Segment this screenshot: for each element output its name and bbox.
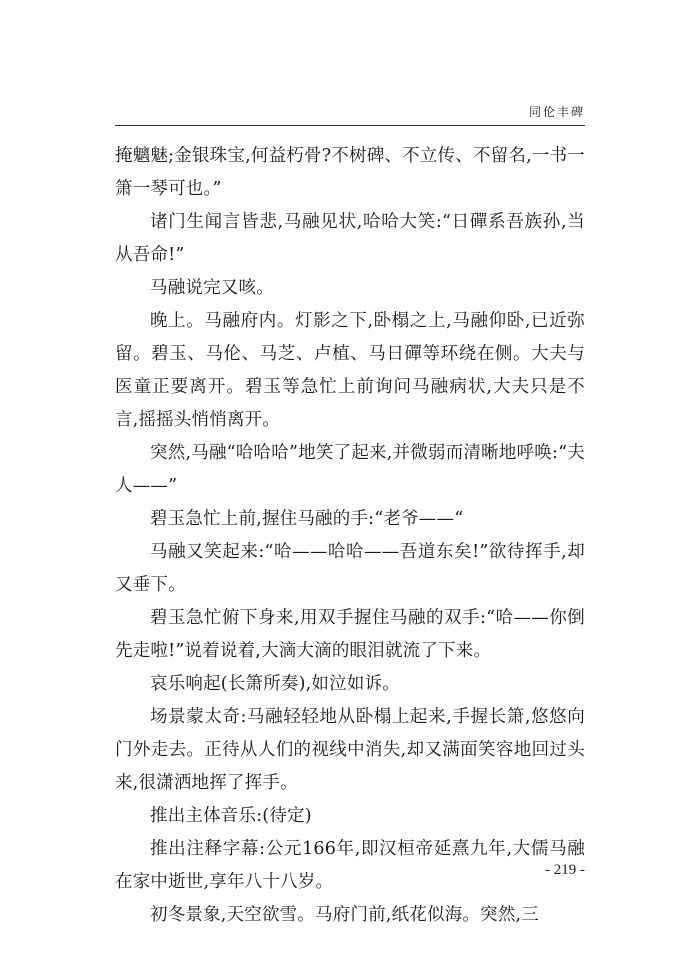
running-header [115,103,585,126]
paragraph: 诸门生闻言皆悲,马融见状,哈哈大笑:“日磾系吾族孙,当从吾命!” [115,212,585,265]
paragraph: 突然,马融“哈哈哈”地笑了起来,并微弱而清晰地呼唤:“夫人——” [115,443,585,496]
paragraph: 场景蒙太奇:马融轻轻地从卧榻上起来,手握长箫,悠悠向门外走去。正待从人们的视线中消失,却又满面笑容地回过头来,很潇洒地挥了挥手。 [115,707,585,793]
paragraph: 初冬景象,天空欲雪。马府门前,纸花似海。突然,三 [150,905,539,925]
header-title: 同伦丰碑 [528,105,585,119]
body-text [115,140,585,932]
paragraph: 掩魑魅;金银珠宝,何益朽骨?不树碑、不立传、不留名,一书一箫一琴可也。” [115,146,585,199]
page-number: - 219 - [545,862,585,878]
paragraph: 推出主体音乐:(待定) [150,806,312,826]
paragraph: 马融说完又咳。 [150,278,274,298]
paragraph: 碧玉急忙上前,握住马融的手:“老爷——“ [150,509,464,529]
paragraph: 晚上。马融府内。灯影之下,卧榻之上,马融仰卧,已近弥留。碧玉、马伦、马芝、卢植、马日磾等环绕在侧。大夫与医童正要离开。碧玉等急忙上前询问马融病状,大夫只是不言,摇摇头悄悄离开。 [115,311,585,430]
paragraph: 碧玉急忙俯下身来,用双手握住马融的双手:“哈——你倒先走啦!”说着说着,大滴大滴的眼泪就流了下来。 [115,608,585,661]
paragraph: 马融又笑起来:“哈——哈哈——吾道东矣!”欲待挥手,却又垂下。 [115,542,585,595]
paragraph: 哀乐响起(长箫所奏),如泣如诉。 [150,674,400,694]
paragraph: 推出注释字幕:公元166年,即汉桓帝延熹九年,大儒马融在家中逝世,享年八十八岁。 [115,839,585,892]
